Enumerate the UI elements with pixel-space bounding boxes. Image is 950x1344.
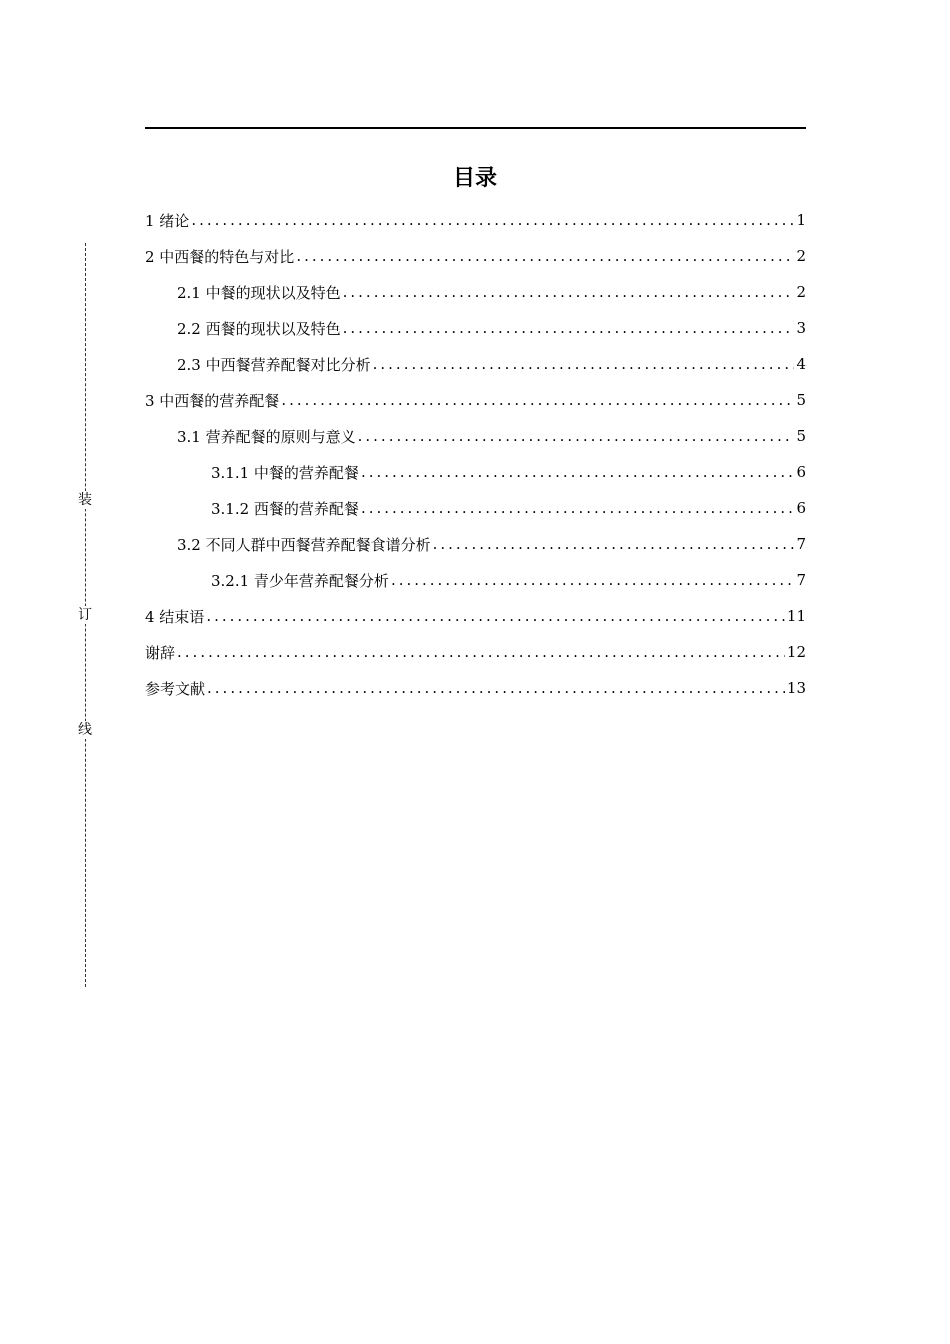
toc-entry[interactable] — [145, 634, 806, 670]
binding-line — [78, 243, 92, 987]
toc-entry[interactable] — [145, 454, 806, 490]
toc-entry-page-number: 2 — [796, 247, 806, 265]
toc-dot-leader — [433, 535, 795, 553]
toc-dot-leader — [358, 427, 795, 445]
toc-entry[interactable] — [145, 598, 806, 634]
toc-entry[interactable] — [145, 346, 806, 382]
toc-dot-leader — [343, 319, 795, 337]
table-of-contents — [145, 202, 806, 706]
toc-dot-leader — [206, 607, 785, 625]
toc-entry-page-number: 6 — [796, 463, 806, 481]
toc-dot-leader — [296, 247, 794, 265]
binding-char-xian: 线 — [78, 722, 92, 738]
toc-dot-leader — [361, 463, 795, 481]
toc-entry-page-number: 6 — [796, 499, 806, 517]
toc-entry-page-number: 13 — [786, 679, 806, 697]
toc-entry-page-number: 11 — [786, 607, 806, 625]
toc-entry-label: 2 中西餐的特色与对比 — [145, 247, 295, 266]
toc-dot-leader — [361, 499, 795, 517]
toc-dot-leader — [191, 211, 794, 229]
toc-entry-label: 参考文献 — [145, 679, 206, 698]
binding-char-zhuang: 装 — [78, 492, 92, 508]
toc-entry[interactable] — [145, 238, 806, 274]
toc-entry[interactable] — [145, 202, 806, 238]
toc-entry[interactable] — [145, 490, 806, 526]
toc-entry[interactable] — [145, 310, 806, 346]
toc-entry-label: 3 中西餐的营养配餐 — [145, 391, 280, 410]
header-rule — [145, 127, 806, 129]
toc-entry-page-number: 3 — [796, 319, 806, 337]
toc-entry[interactable] — [145, 526, 806, 562]
toc-entry-label: 2.2 西餐的现状以及特色 — [177, 319, 341, 338]
toc-entry[interactable] — [145, 382, 806, 418]
toc-entry-label: 2.1 中餐的现状以及特色 — [177, 283, 341, 302]
toc-entry-label: 谢辞 — [145, 643, 176, 662]
toc-entry-label: 4 结束语 — [145, 607, 205, 626]
binding-char-ding: 订 — [78, 607, 92, 623]
toc-entry-page-number: 7 — [796, 571, 806, 589]
toc-entry-label: 3.1.2 西餐的营养配餐 — [211, 499, 359, 518]
toc-entry-page-number: 4 — [796, 355, 806, 373]
toc-entry-page-number: 12 — [786, 643, 806, 661]
toc-entry-label: 3.2 不同人群中西餐营养配餐食谱分析 — [177, 535, 431, 554]
page-title: 目录 — [452, 166, 497, 191]
toc-entry-label: 3.1 营养配餐的原则与意义 — [177, 427, 356, 446]
toc-dot-leader — [207, 679, 785, 697]
toc-entry-label: 1 绪论 — [145, 211, 190, 230]
toc-dot-leader — [391, 571, 795, 589]
toc-entry-page-number: 2 — [796, 283, 806, 301]
toc-entry[interactable] — [145, 274, 806, 310]
toc-entry-page-number: 7 — [796, 535, 806, 553]
toc-entry-label: 3.1.1 中餐的营养配餐 — [211, 463, 359, 482]
toc-entry-label: 2.3 中西餐营养配餐对比分析 — [177, 355, 371, 374]
toc-entry-page-number: 5 — [796, 391, 806, 409]
toc-dot-leader — [177, 643, 785, 661]
toc-entry-page-number: 5 — [796, 427, 806, 445]
toc-dot-leader — [373, 355, 795, 373]
toc-entry[interactable] — [145, 670, 806, 706]
toc-dot-leader — [281, 391, 794, 409]
toc-dot-leader — [343, 283, 795, 301]
toc-entry-page-number: 1 — [796, 211, 806, 229]
toc-entry[interactable] — [145, 418, 806, 454]
toc-entry[interactable] — [145, 562, 806, 598]
toc-entry-label: 3.2.1 青少年营养配餐分析 — [211, 571, 389, 590]
